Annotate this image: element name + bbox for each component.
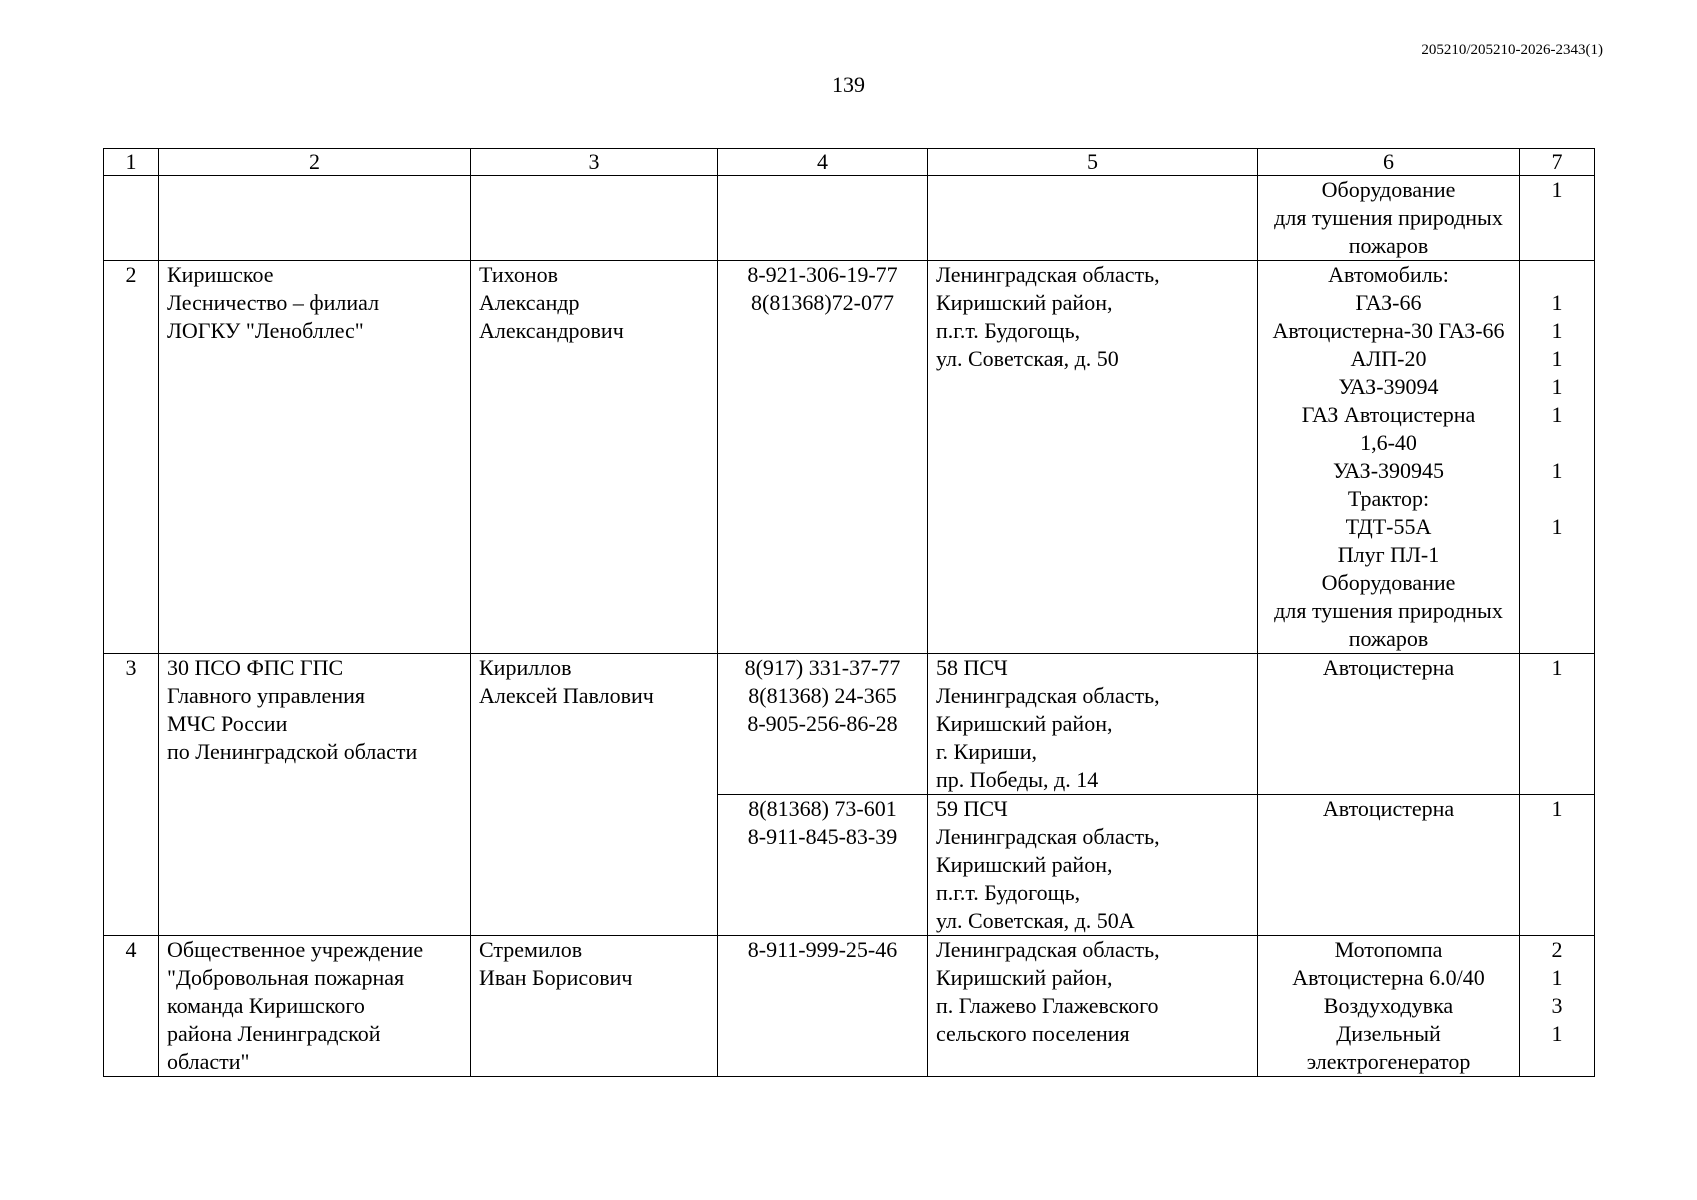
quantity-cell: 1: [1520, 176, 1595, 261]
responsible-person-cell: [471, 176, 718, 261]
phone-cell: 8-921-306-19-77 8(81368)72-077: [718, 261, 928, 654]
quantity-cell: 1 1 1 1 1 1 1: [1520, 261, 1595, 654]
row-number-cell: [104, 176, 159, 261]
address-cell: [928, 176, 1258, 261]
responsible-person-cell: Стремилов Иван Борисович: [471, 936, 718, 1077]
organization-cell: [159, 176, 471, 261]
equipment-cell: Автоцистерна: [1258, 654, 1520, 795]
row-number-cell: 4: [104, 936, 159, 1077]
equipment-cell: Автомобиль: ГАЗ-66 Автоцистерна-30 ГАЗ-66 АЛП-20 УАЗ-39094 ГАЗ Автоцистерна 1,6-40 УАЗ-390945 Трактор: ТДТ-55А Плуг ПЛ-1 Оборудование для тушения природных пожаров: [1258, 261, 1520, 654]
quantity-cell: 2 1 3 1: [1520, 936, 1595, 1077]
table-row-continuation: [104, 176, 1595, 261]
column-header-6: 6: [1258, 149, 1520, 176]
address-cell: 58 ПСЧ Ленинградская область, Киришский район, г. Кириши, пр. Победы, д. 14: [928, 654, 1258, 795]
equipment-table: [103, 148, 1595, 1077]
organization-cell: Киришское Лесничество – филиал ЛОГКУ "Ленобллес": [159, 261, 471, 654]
phone-cell: 8(81368) 73-601 8-911-845-83-39: [718, 795, 928, 936]
row-number-cell: 2: [104, 261, 159, 654]
table-header-row: [104, 149, 1595, 176]
table-row: [104, 654, 1595, 795]
column-header-7: 7: [1520, 149, 1595, 176]
organization-cell: 30 ПСО ФПС ГПС Главного управления МЧС России по Ленинградской области: [159, 654, 471, 936]
quantity-cell: 1: [1520, 654, 1595, 795]
page-number: 139: [832, 72, 865, 97]
equipment-cell: Мотопомпа Автоцистерна 6.0/40 Воздуходувка Дизельный электрогенератор: [1258, 936, 1520, 1077]
responsible-person-cell: Кириллов Алексей Павлович: [471, 654, 718, 936]
document-id: 205210/205210-2026-2343(1): [1421, 42, 1603, 58]
row-number-cell: 3: [104, 654, 159, 936]
phone-cell: 8(917) 331-37-77 8(81368) 24-365 8-905-256-86-28: [718, 654, 928, 795]
column-header-3: 3: [471, 149, 718, 176]
column-header-5: 5: [928, 149, 1258, 176]
address-cell: Ленинградская область, Киришский район, п.г.т. Будогощь, ул. Советская, д. 50: [928, 261, 1258, 654]
quantity-cell: 1: [1520, 795, 1595, 936]
column-header-1: 1: [104, 149, 159, 176]
phone-cell: [718, 176, 928, 261]
address-cell: 59 ПСЧ Ленинградская область, Киришский район, п.г.т. Будогощь, ул. Советская, д. 50А: [928, 795, 1258, 936]
organization-cell: Общественное учреждение "Добровольная пожарная команда Киришского района Ленинградской области": [159, 936, 471, 1077]
table-row: [104, 261, 1595, 654]
equipment-cell: Автоцистерна: [1258, 795, 1520, 936]
column-header-4: 4: [718, 149, 928, 176]
equipment-cell: Оборудование для тушения природных пожаров: [1258, 176, 1520, 261]
phone-cell: 8-911-999-25-46: [718, 936, 928, 1077]
column-header-2: 2: [159, 149, 471, 176]
table-row: [104, 936, 1595, 1077]
address-cell: Ленинградская область, Киришский район, п. Глажево Глажевского сельского поселения: [928, 936, 1258, 1077]
responsible-person-cell: Тихонов Александр Александрович: [471, 261, 718, 654]
